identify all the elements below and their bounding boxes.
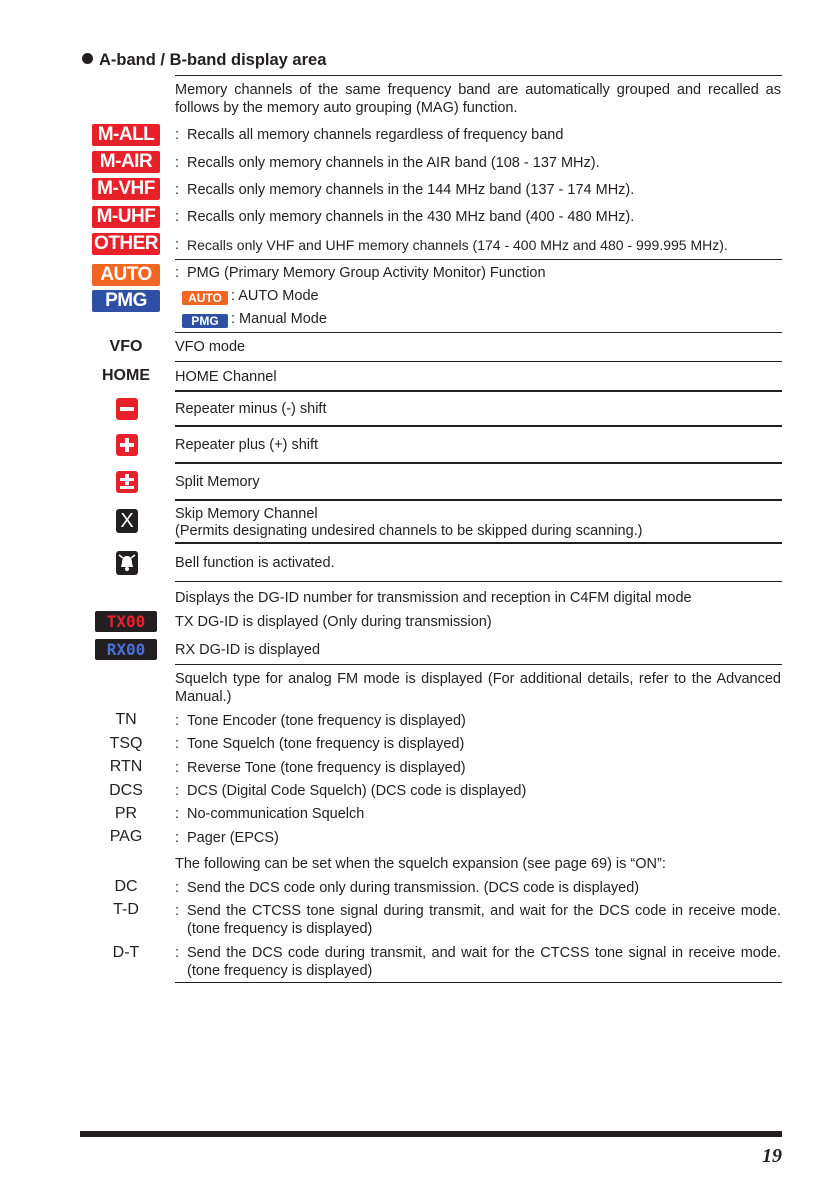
- pmg-mini-badge-icon: PMG: [182, 314, 228, 328]
- squelch-expansion-note: The following can be set when the squelch expansion (see page 69) is “ON”:: [175, 856, 666, 872]
- squelch-text: Reverse Tone (tone frequency is displayed): [187, 760, 466, 776]
- vfo-label: VFO: [109, 338, 143, 355]
- pmg-text: PMG (Primary Memory Group Activity Monitor) Function: [187, 265, 546, 281]
- home-label: HOME: [102, 367, 150, 384]
- tx-dgid-icon: TX00: [95, 611, 157, 632]
- divider: [175, 462, 782, 464]
- squelch-label: DC: [114, 878, 138, 895]
- pmg-auto-text: : AUTO Mode: [231, 288, 319, 304]
- mag-item-text: Recalls only memory channels in the 144 MHz band (137 - 174 MHz).: [187, 182, 635, 198]
- minus-text: Repeater minus (-) shift: [175, 401, 327, 417]
- bell-icon: [116, 551, 138, 575]
- colon: :: [175, 209, 180, 225]
- squelch-label: TSQ: [109, 735, 143, 752]
- m-vhf-badge-icon: M-VHF: [92, 178, 160, 200]
- squelch-label: T-D: [113, 901, 139, 918]
- colon: :: [175, 945, 180, 961]
- squelch-label: PR: [114, 805, 138, 822]
- divider: [175, 664, 782, 665]
- squelch-label: PAG: [109, 828, 143, 845]
- squelch-text: Tone Squelch (tone frequency is displayed): [187, 736, 465, 752]
- divider: [175, 581, 782, 582]
- mag-item-text: Recalls only VHF and UHF memory channels (174 - 400 MHz and 480 - 999.995 MHz).: [187, 237, 728, 253]
- divider: [175, 390, 782, 392]
- divider: [175, 259, 782, 260]
- repeater-minus-icon: [116, 398, 138, 420]
- colon: :: [175, 713, 180, 729]
- colon: :: [175, 783, 180, 799]
- colon: :: [175, 237, 180, 253]
- colon: :: [175, 155, 180, 171]
- home-text: HOME Channel: [175, 369, 277, 385]
- squelch-label: D-T: [112, 944, 140, 961]
- colon: :: [175, 265, 180, 281]
- colon: :: [175, 830, 180, 846]
- squelch-label: RTN: [109, 758, 143, 775]
- divider: [175, 542, 782, 544]
- heading-text: A-band / B-band display area: [99, 51, 327, 69]
- m-uhf-badge-icon: M-UHF: [92, 206, 160, 228]
- colon: :: [175, 880, 180, 896]
- repeater-plus-icon: [116, 434, 138, 456]
- mag-intro: Memory channels of the same frequency band are automatically grouped and recalled as follows by the memory auto grouping (MAG) function.: [175, 82, 781, 116]
- mag-item-text: Recalls only memory channels in the AIR band (108 - 137 MHz).: [187, 155, 600, 171]
- rx-dgid-icon: RX00: [95, 639, 157, 660]
- pmg-badge-icon: PMG: [92, 290, 160, 312]
- squelch-text: Tone Encoder (tone frequency is displayed): [187, 713, 466, 729]
- squelch-text: Send the DCS code during transmit, and wait for the CTCSS tone signal in receive mode. (tone frequency is displayed): [187, 945, 781, 979]
- vfo-text: VFO mode: [175, 339, 246, 355]
- m-all-badge-icon: M-ALL: [92, 124, 160, 146]
- skip-line1: Skip Memory Channel: [175, 506, 318, 522]
- divider: [175, 982, 782, 983]
- colon: :: [175, 806, 180, 822]
- colon: :: [175, 736, 180, 752]
- pmg-manual-row: [182, 310, 327, 328]
- skip-line2: (Permits designating undesired channels to be skipped during scanning.): [175, 523, 643, 539]
- split-text: Split Memory: [175, 474, 260, 490]
- page-number: 19: [762, 1145, 782, 1167]
- auto-badge-icon: AUTO: [92, 264, 160, 286]
- divider: [175, 499, 782, 501]
- squelch-text: Send the DCS code only during transmission. (DCS code is displayed): [187, 880, 640, 896]
- other-badge-icon: OTHER: [94, 233, 158, 254]
- squelch-text: No-communication Squelch: [187, 806, 365, 822]
- divider: [175, 425, 782, 427]
- auto-mini-badge-icon: AUTO: [182, 291, 228, 305]
- colon: :: [175, 127, 180, 143]
- squelch-text: Pager (EPCS): [187, 830, 279, 846]
- squelch-text: DCS (Digital Code Squelch) (DCS code is displayed): [187, 783, 527, 799]
- squelch-label: DCS: [109, 782, 143, 799]
- colon: :: [175, 903, 180, 919]
- rx-dgid-text: RX DG-ID is displayed: [175, 642, 321, 658]
- bell-text: Bell function is activated.: [175, 555, 335, 571]
- split-memory-icon: [116, 471, 138, 493]
- skip-x-icon: X: [116, 509, 138, 533]
- divider: [175, 332, 782, 333]
- bullet-icon: [82, 53, 93, 64]
- dgid-intro: Displays the DG-ID number for transmission and reception in C4FM digital mode: [175, 590, 692, 606]
- divider: [175, 75, 782, 76]
- plus-text: Repeater plus (+) shift: [175, 437, 319, 453]
- footer-bar: [80, 1131, 782, 1137]
- squelch-intro: Squelch type for analog FM mode is displayed (For additional details, refer to the Advanced Manual.): [175, 671, 781, 705]
- colon: :: [175, 760, 180, 776]
- section-heading: [82, 51, 326, 70]
- squelch-label: TN: [115, 711, 137, 728]
- mag-item-text: Recalls only memory channels in the 430 MHz band (400 - 480 MHz).: [187, 209, 635, 225]
- squelch-text: Send the CTCSS tone signal during transmit, and wait for the DCS code in receive mode. (tone frequency is displayed): [187, 903, 781, 937]
- colon: :: [175, 182, 180, 198]
- m-air-badge-icon: M-AIR: [92, 151, 160, 173]
- divider: [175, 361, 782, 362]
- pmg-manual-text: : Manual Mode: [231, 311, 327, 327]
- tx-dgid-text: TX DG-ID is displayed (Only during transmission): [175, 614, 492, 630]
- pmg-auto-row: [182, 287, 319, 305]
- mag-item-text: Recalls all memory channels regardless of frequency band: [187, 127, 564, 143]
